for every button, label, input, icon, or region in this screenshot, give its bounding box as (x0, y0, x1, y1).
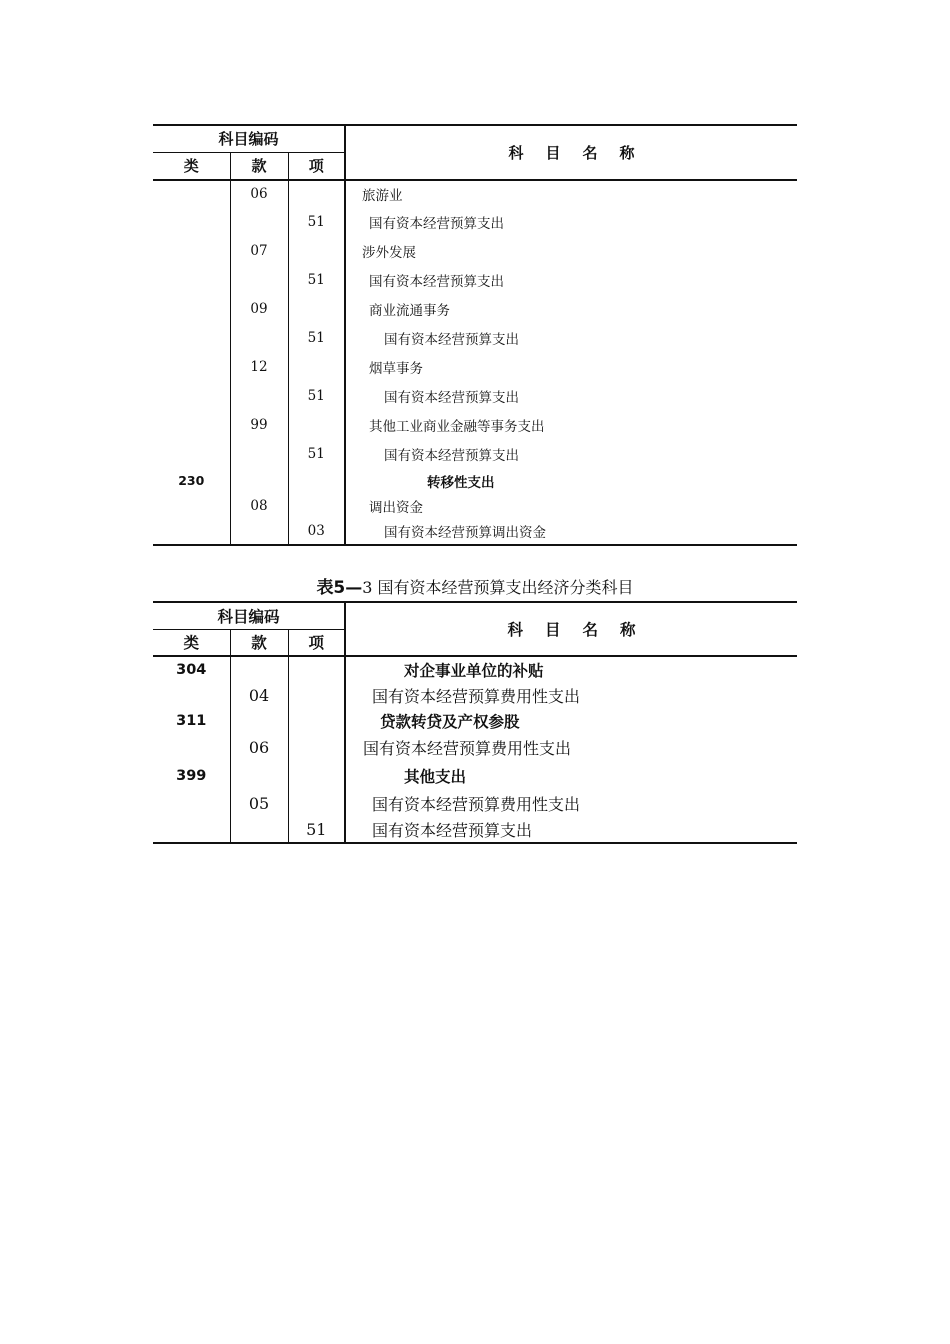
cell-subject-name: 对企事业单位的补贴 (404, 662, 544, 680)
header-lei: 类 (153, 152, 230, 180)
cell-subject-name: 国有资本经营预算支出 (384, 447, 520, 464)
table-row (153, 294, 797, 323)
cell-xiang (288, 791, 345, 816)
cell-xiang: 51 (288, 816, 345, 843)
cell-lei (153, 493, 230, 518)
header-xiang: 项 (288, 629, 345, 656)
cell-xiang (288, 294, 345, 323)
subject-table-2 (153, 601, 797, 844)
cell-xiang (288, 352, 345, 381)
cell-kuan (230, 439, 288, 468)
table-row (153, 180, 797, 207)
cell-kuan (230, 518, 288, 545)
cell-xiang (288, 468, 345, 493)
cell-lei (153, 381, 230, 410)
table-row (153, 493, 797, 518)
cell-kuan: 99 (230, 410, 288, 439)
cell-kuan: 04 (230, 683, 288, 707)
header-code-group: 科目编码 (153, 602, 345, 629)
table-row (153, 816, 797, 843)
header-subject-name: 科目名称 (345, 602, 797, 656)
header-kuan: 款 (230, 152, 288, 180)
cell-xiang: 51 (288, 207, 345, 236)
cell-xiang: 03 (288, 518, 345, 545)
cell-kuan: 07 (230, 236, 288, 265)
cell-kuan: 06 (230, 734, 288, 760)
cell-lei (153, 734, 230, 760)
table-row (153, 323, 797, 352)
cell-subject-name: 国有资本经营预算调出资金 (345, 518, 797, 545)
cell-xiang (288, 683, 345, 707)
cell-lei (153, 323, 230, 352)
subject-table-1 (153, 124, 797, 546)
cell-subject-name: 其他工业商业金融等事务支出 (369, 418, 545, 435)
cell-xiang: 51 (288, 381, 345, 410)
table-1-body (153, 180, 797, 545)
cell-xiang: 51 (288, 323, 345, 352)
table-row (153, 236, 797, 265)
table-row (153, 410, 797, 439)
cell-kuan: 12 (230, 352, 288, 381)
table-row (153, 760, 797, 791)
cell-lei (153, 180, 230, 207)
cell-kuan: 05 (230, 791, 288, 816)
cell-kuan: 09 (230, 294, 288, 323)
cell-xiang (288, 410, 345, 439)
cell-subject-name: 国有资本经营预算支出 (369, 273, 505, 290)
cell-lei (153, 683, 230, 707)
cell-kuan (230, 816, 288, 843)
cell-subject-name: 国有资本经营预算支出 (369, 215, 505, 232)
table-row (153, 265, 797, 294)
cell-kuan (230, 468, 288, 493)
header-lei: 类 (153, 629, 230, 656)
header-code-group: 科目编码 (153, 125, 345, 152)
cell-subject-name: 旅游业 (362, 188, 403, 204)
cell-lei (153, 791, 230, 816)
cell-lei (153, 816, 230, 843)
cell-subject-name: 其他支出 (404, 767, 467, 786)
table-row (153, 656, 797, 683)
cell-lei (153, 265, 230, 294)
table-row (153, 734, 797, 760)
cell-lei (153, 439, 230, 468)
cell-kuan: 06 (230, 180, 288, 207)
cell-xiang (288, 236, 345, 265)
cell-xiang (288, 734, 345, 760)
cell-xiang (288, 707, 345, 734)
table-row (153, 791, 797, 816)
cell-xiang (288, 656, 345, 683)
cell-subject-name: 转移性支出 (427, 474, 495, 491)
cell-subject-name: 国有资本经营预算费用性支出 (372, 686, 581, 706)
cell-lei: 304 (153, 656, 230, 683)
cell-subject-name: 调出资金 (369, 499, 424, 516)
cell-xiang: 51 (288, 265, 345, 294)
cell-xiang (288, 493, 345, 518)
cell-kuan (230, 323, 288, 352)
table-2-body (153, 656, 797, 843)
table-row (153, 381, 797, 410)
cell-kuan (230, 207, 288, 236)
cell-xiang (288, 760, 345, 791)
cell-subject-name: 烟草事务 (369, 360, 424, 377)
table-row (153, 207, 797, 236)
cell-xiang: 51 (288, 439, 345, 468)
caption-text: 3 国有资本经营预算支出经济分类科目 (362, 578, 634, 597)
cell-subject-name: 贷款转贷及产权参股 (380, 712, 520, 731)
cell-subject-name: 国有资本经营预算支出 (384, 389, 520, 406)
cell-lei (153, 410, 230, 439)
cell-lei (153, 294, 230, 323)
cell-subject-name: 国有资本经营预算费用性支出 (372, 795, 581, 814)
table-row (153, 439, 797, 468)
cell-lei (153, 207, 230, 236)
table-row (153, 352, 797, 381)
cell-lei (153, 518, 230, 545)
table-row (153, 518, 797, 545)
cell-lei (153, 352, 230, 381)
cell-subject-name: 国有资本经营预算费用性支出 (363, 738, 572, 758)
cell-kuan (230, 760, 288, 791)
cell-subject-name: 国有资本经营预算支出 (345, 816, 797, 843)
table-row (153, 468, 797, 493)
cell-xiang (288, 180, 345, 207)
cell-subject-name: 国有资本经营预算支出 (384, 331, 520, 348)
cell-lei: 311 (153, 707, 230, 734)
table-caption (0, 576, 950, 600)
table-row (153, 683, 797, 707)
cell-kuan (230, 656, 288, 683)
cell-lei: 399 (153, 760, 230, 791)
header-subject-name: 科目名称 (345, 125, 797, 180)
cell-lei (153, 236, 230, 265)
cell-subject-name: 涉外发展 (362, 244, 417, 261)
table-row (153, 707, 797, 734)
cell-kuan (230, 707, 288, 734)
header-xiang: 项 (288, 152, 345, 180)
header-kuan: 款 (230, 629, 288, 656)
cell-subject-name: 商业流通事务 (369, 302, 451, 319)
caption-number: 表5— (316, 578, 363, 598)
cell-kuan (230, 381, 288, 410)
cell-kuan: 08 (230, 493, 288, 518)
cell-lei: 230 (153, 468, 230, 493)
cell-kuan (230, 265, 288, 294)
